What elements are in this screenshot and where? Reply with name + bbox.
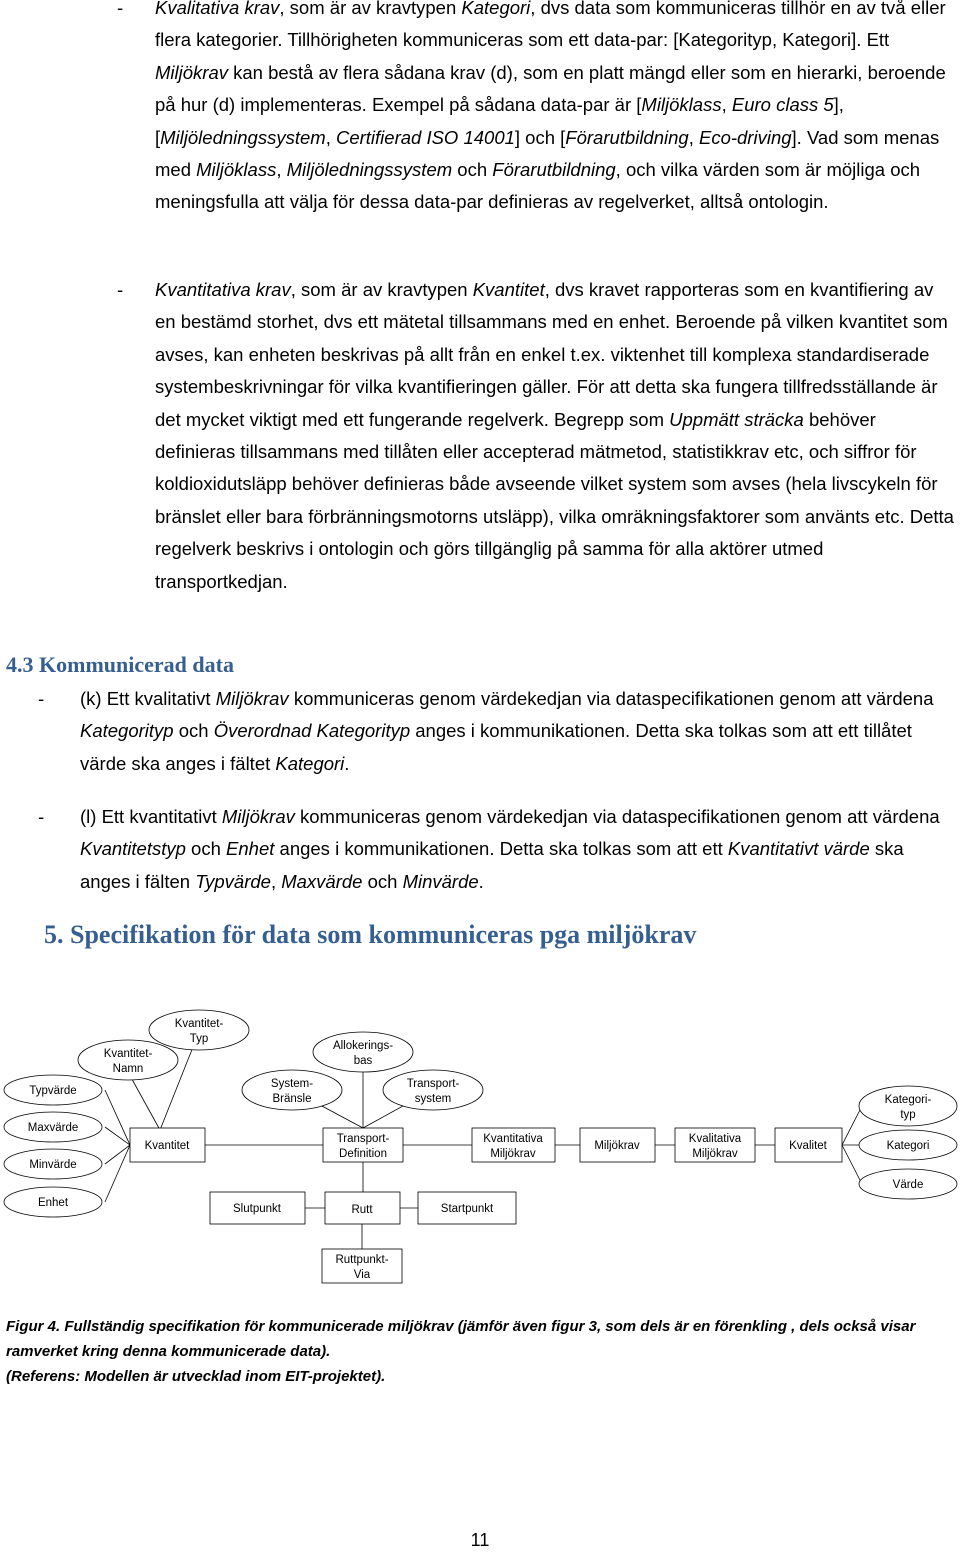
edge-kvantitet-namn	[128, 1072, 160, 1130]
svg-text:Namn: Namn	[112, 1063, 144, 1075]
attr-kategori	[859, 1130, 957, 1160]
bullet-text	[155, 274, 957, 598]
entity-kvalitet	[775, 1128, 842, 1162]
text-run: ] och [	[514, 126, 566, 148]
caption-line-1b: , dels också visar ramverket kring denna kommunicerade data).	[6, 1318, 916, 1360]
entity-startpunkt	[418, 1192, 516, 1224]
italic-term: Miljökrav	[221, 806, 295, 827]
text-run: ,	[325, 126, 336, 148]
text-run: och	[452, 159, 493, 181]
svg-text:Kategori-: Kategori-	[884, 1094, 932, 1106]
italic-term: Överordnad Kategorityp	[213, 720, 411, 742]
italic-term: Förarutbildning	[492, 159, 616, 181]
entity-kvantitet	[130, 1128, 205, 1162]
svg-text:Värde: Värde	[892, 1179, 924, 1191]
svg-text:system: system	[414, 1093, 452, 1105]
text-run: ska anges i fälten	[80, 838, 904, 892]
text-run: kommuniceras genom värdekedjan via dataspecifikationen genom att värdena	[288, 688, 934, 709]
svg-text:Definition: Definition	[339, 1148, 387, 1160]
svg-text:Kvantitet-: Kvantitet-	[174, 1018, 224, 1030]
svg-text:Maxvärde: Maxvärde	[27, 1122, 79, 1134]
svg-text:Rutt: Rutt	[351, 1204, 373, 1216]
edge-kvalitet-varde	[842, 1145, 862, 1184]
text-run: kan bestå av flera sådana krav (d), som en platt mängd eller som en hierarki, beroende på hur (d) implementeras. Exempel på sådana data-par är [	[155, 61, 946, 116]
bullet-text	[155, 0, 957, 219]
svg-text:Transport-: Transport-	[406, 1078, 460, 1090]
attr-kvantitet-typ	[149, 1010, 249, 1050]
italic-term: Kvantitativt värde	[727, 838, 870, 860]
entity-miljokrav	[580, 1128, 655, 1162]
italic-term: Kategorityp	[80, 720, 174, 742]
italic-term: Enhet	[226, 838, 275, 860]
text-run: , dvs kravet rapporteras som en kvantifiering av en bestämd storhet, dvs ett mätetal tillsammans med en enhet. Beroende på vilken kvantitet som avses, kan enheten beskrivas på allt från en enkel t.ex. viktenhet till komplexa standardiserade systembeskrivningar för vilka kvantifieringen gäller. För att detta ska fungera tillfredsställande är det mycket viktigt med ett fungerande regelverk. Begrepp som	[155, 279, 948, 430]
svg-text:Kvantitet-: Kvantitet-	[103, 1048, 153, 1060]
text-run: och	[362, 870, 403, 892]
italic-term: Maxvärde	[281, 870, 363, 892]
svg-text:Startpunkt: Startpunkt	[440, 1203, 494, 1215]
entity-slutpunkt	[210, 1192, 305, 1224]
svg-text:typ: typ	[900, 1109, 916, 1121]
bullet-dash: -	[38, 806, 45, 827]
italic-term: Kvalitativa krav	[155, 0, 280, 18]
svg-text:Typvärde: Typvärde	[29, 1085, 77, 1097]
er-diagram	[0, 1005, 960, 1295]
text-run: (l) Ett kvantitativt	[80, 806, 222, 827]
attr-varde	[859, 1169, 957, 1199]
text-run: ]. Vad som menas med	[155, 126, 940, 181]
attr-kvantitet-namn	[78, 1040, 178, 1080]
svg-text:Miljökrav: Miljökrav	[594, 1140, 640, 1152]
text-run: och	[173, 720, 214, 742]
svg-text:Miljökrav: Miljökrav	[490, 1148, 536, 1160]
italic-term: Miljöklass	[641, 94, 722, 116]
entity-rutt	[325, 1192, 400, 1224]
italic-term: Kvantitetstyp	[80, 838, 186, 860]
svg-text:Typ: Typ	[189, 1033, 209, 1045]
italic-term: Eco-driving	[698, 126, 792, 148]
attr-transportsystem	[383, 1070, 483, 1110]
entity-transport-definition	[323, 1128, 403, 1162]
svg-text:Minvärde: Minvärde	[29, 1159, 77, 1171]
bullet-kvalitativa-krav	[117, 0, 957, 252]
attr-typvarde	[4, 1075, 102, 1105]
text-run: ,	[688, 126, 699, 148]
caption-line-1: Figur 4. Fullständig specifikation för kommunicerade miljökrav (jämför även figur 3, som dels är en förenkling	[6, 1318, 788, 1335]
text-run: , som är av kravtypen	[279, 0, 462, 18]
figure-caption	[6, 1314, 956, 1389]
text-run: ,	[270, 870, 282, 892]
italic-term: Minvärde	[402, 870, 479, 892]
text-run: .	[478, 870, 484, 892]
bullet-dash: -	[38, 688, 45, 709]
svg-text:System-: System-	[270, 1078, 314, 1090]
italic-term: Uppmätt sträcka	[669, 408, 804, 430]
bullet-kvantitativt-miljokrav	[38, 801, 958, 901]
svg-text:Miljökrav: Miljökrav	[692, 1148, 738, 1160]
svg-text:Allokerings-: Allokerings-	[332, 1040, 394, 1052]
attr-system-bransle	[242, 1070, 342, 1110]
text-run: och	[185, 838, 227, 860]
caption-line-2: (Referens: Modellen är utvecklad inom EIT-projektet).	[6, 1368, 386, 1385]
text-run: (k) Ett kvalitativt	[80, 688, 216, 709]
text-run: ,	[721, 94, 732, 116]
italic-term: Kvantitet	[472, 279, 545, 300]
attr-kategorityp	[859, 1086, 957, 1126]
svg-text:Kvalitativa: Kvalitativa	[688, 1133, 742, 1145]
svg-text:Enhet: Enhet	[37, 1197, 69, 1209]
svg-text:Via: Via	[353, 1269, 371, 1281]
svg-text:Bränsle: Bränsle	[272, 1093, 312, 1105]
entity-kvalitativa-miljokrav	[675, 1128, 755, 1162]
italic-term: Miljökrav	[215, 688, 289, 709]
italic-term: Certifierad ISO 14001	[335, 126, 515, 148]
italic-term: Förarutbildning	[565, 126, 689, 148]
entity-ruttpunkt-via	[322, 1249, 402, 1283]
text-run: , som är av kravtypen	[290, 279, 473, 300]
svg-text:Kvantitativa: Kvantitativa	[483, 1133, 543, 1145]
svg-text:bas: bas	[353, 1055, 373, 1067]
text-run: anges i kommunikationen. Detta ska tolkas som att ett tillåtet värde ska anges i fältet	[80, 720, 912, 774]
italic-term: Euro class 5	[731, 94, 834, 116]
page-number: 11	[470, 1530, 490, 1550]
bullet-kvantitativa-krav	[117, 274, 957, 634]
svg-text:Kvalitet: Kvalitet	[789, 1140, 827, 1152]
italic-term: Kategori	[461, 0, 531, 18]
edge-kvantitet-typvarde	[105, 1090, 130, 1145]
bullet-dash: -	[117, 0, 124, 18]
svg-text:Slutpunkt: Slutpunkt	[233, 1203, 281, 1215]
section-heading-5: 5. Specifikation för data som kommuniceras pga miljökrav	[44, 920, 697, 949]
text-run: .	[344, 752, 350, 774]
svg-text:Transport-: Transport-	[336, 1133, 390, 1145]
italic-term: Miljökrav	[155, 61, 228, 83]
entity-kvantitativa-miljokrav	[472, 1128, 555, 1162]
attr-maxvarde	[4, 1112, 102, 1142]
attr-enhet	[4, 1187, 102, 1217]
bullet-text	[80, 801, 958, 898]
text-run: , dvs data som kommuniceras tillhör en av två eller flera kategorier. Tillhörigheten kommuniceras som ett data-par: [Kategorityp, Kategori]. Ett	[155, 0, 946, 51]
text-run: ], [	[155, 94, 844, 148]
svg-text:Ruttpunkt-: Ruttpunkt-	[335, 1254, 389, 1266]
text-run: kommuniceras genom värdekedjan via dataspecifikationen genom att värdena	[294, 806, 940, 827]
attr-minvarde	[4, 1149, 102, 1179]
italic-term: Typvärde	[195, 870, 271, 892]
italic-term: Kvantitativa krav	[155, 279, 291, 300]
section-heading-4-3: 4.3 Kommunicerad data	[6, 652, 234, 677]
text-run: anges i kommunikationen. Detta ska tolkas som att ett	[274, 838, 728, 860]
text-run: behöver definieras tillsammans med tillåten eller accepterad mätmetod, statistikkrav etc, och siffror för koldioxidutsläpp behöver definieras både avseende vilket system som avses (hela livscykeln för bränslet eller bara förbränningsmotorns utsläpp), vilka omräkningsfaktorer som använts etc. Detta regelverk beskrivs i ontologin och görs tillgänglig på samma för alla aktörer utmed transportkedjan.	[155, 408, 954, 592]
italic-term: Miljöledningssystem	[286, 159, 453, 181]
text-run: , och vilka värden som är möjliga och meningsfulla att välja för dessa data-par definieras av regelverket, alltså ontologin.	[155, 159, 921, 213]
svg-text:Kategori: Kategori	[886, 1140, 930, 1152]
text-run: ,	[276, 159, 287, 181]
edge-kvantitet-enhet	[105, 1145, 130, 1202]
italic-term: Kategori	[275, 752, 345, 774]
bullet-kvalitativt-miljokrav	[38, 683, 958, 783]
bullet-dash: -	[117, 279, 124, 300]
bullet-text	[80, 683, 958, 780]
edge-kvalitet-kategorityp	[842, 1106, 862, 1145]
svg-text:Kvantitet: Kvantitet	[144, 1140, 190, 1152]
italic-term: Miljöklass	[196, 159, 277, 181]
italic-term: Miljöledningssystem	[160, 126, 326, 148]
attr-allokeringsbas	[313, 1032, 413, 1072]
